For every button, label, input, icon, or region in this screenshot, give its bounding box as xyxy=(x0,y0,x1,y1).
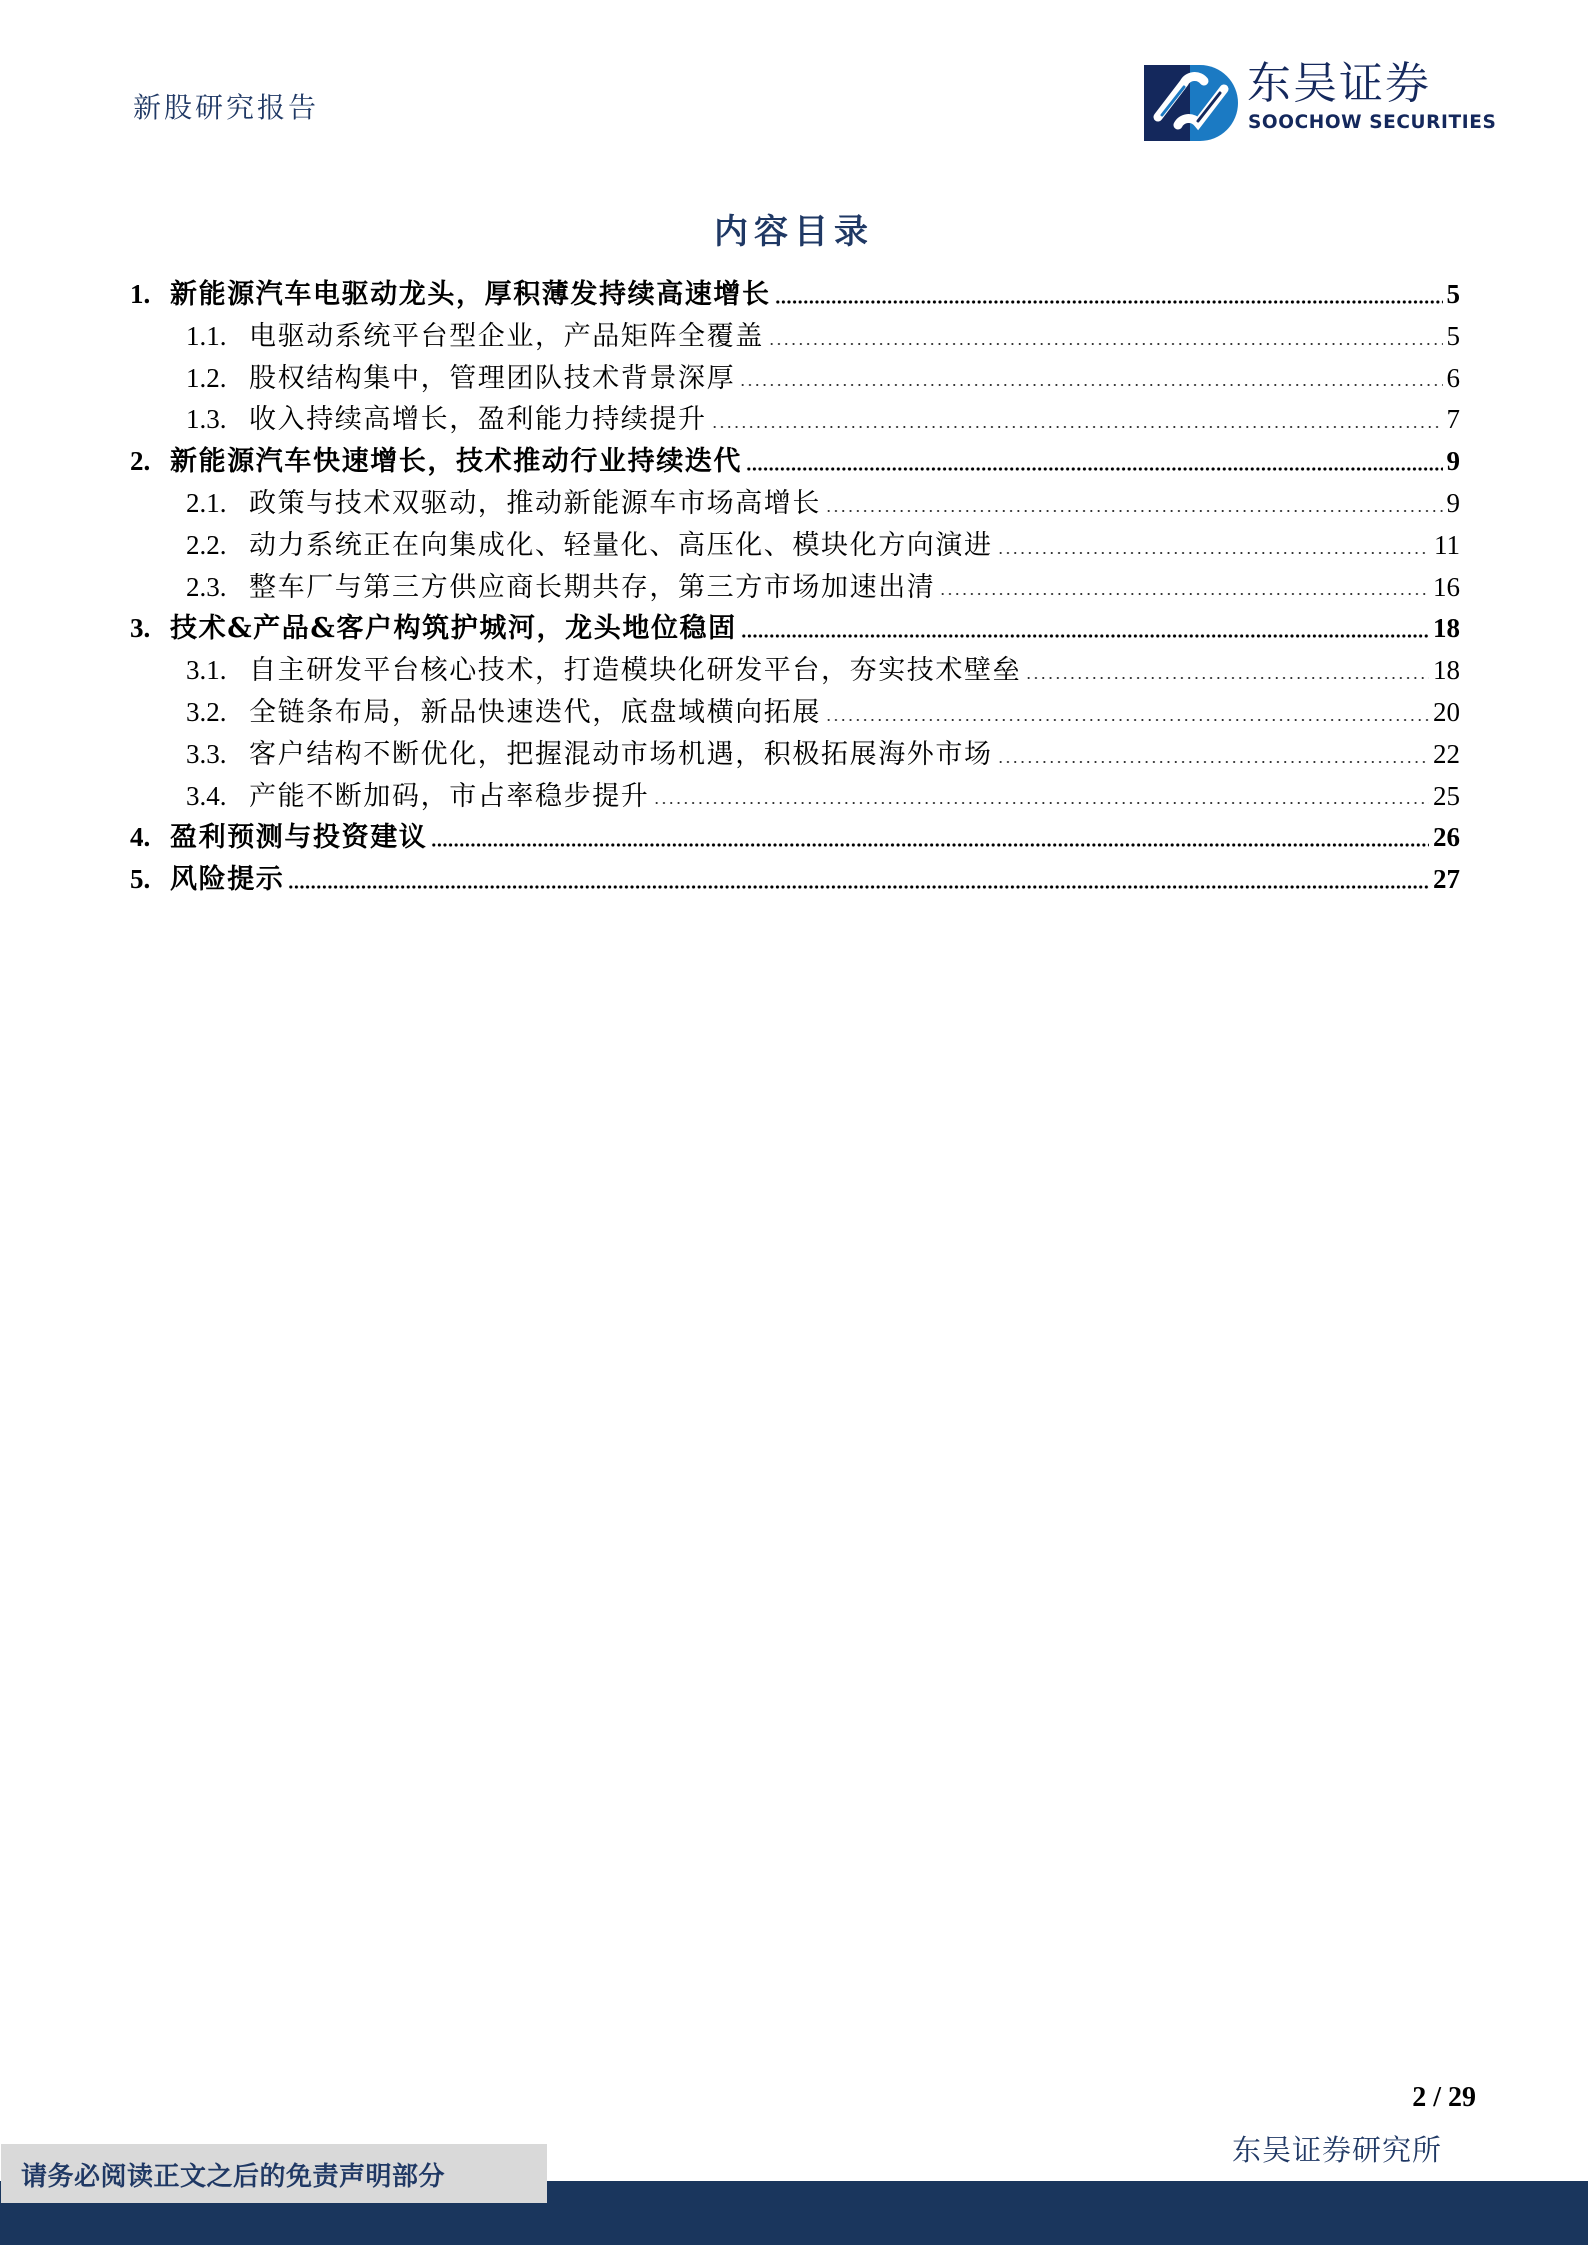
toc-entry-number: 1. xyxy=(130,279,151,309)
dot-leader xyxy=(711,425,1443,429)
toc-title: 内容目录 xyxy=(714,212,874,252)
toc-entry-title: 电驱动系统平台型企业，产品矩阵全覆盖 xyxy=(249,320,764,352)
toc-entry-title: 客户结构不断优化，把握混动市场机遇，积极拓展海外市场 xyxy=(249,738,993,770)
toc-entry-page: 5 xyxy=(1446,279,1460,309)
toc-entry-title: 全链条布局，新品快速迭代，底盘域横向拓展 xyxy=(249,696,821,728)
toc-entry-number: 2.1. xyxy=(186,487,227,518)
toc-entry-number: 2.3. xyxy=(186,571,227,602)
logo-name-cn: 东吴证券 xyxy=(1247,58,1431,109)
dot-leader xyxy=(741,634,1429,638)
toc-entry-number: 3. xyxy=(130,613,151,644)
toc-entry[interactable] xyxy=(130,274,1460,316)
soochow-logo-icon xyxy=(1144,65,1238,141)
toc-entry-title: 新能源汽车快速增长，技术推动行业持续迭代 xyxy=(170,446,742,478)
toc-entry-title: 盈利预测与投资建议 xyxy=(170,822,428,854)
toc-entry[interactable] xyxy=(130,776,1460,818)
toc-entry[interactable] xyxy=(130,650,1460,692)
toc-entry-title: 风险提示 xyxy=(170,864,285,896)
dot-leader xyxy=(431,843,1429,847)
toc-entry[interactable] xyxy=(130,399,1460,441)
toc-entry-page: 6 xyxy=(1446,362,1460,393)
dot-leader xyxy=(939,592,1429,596)
toc-entry[interactable] xyxy=(130,692,1460,734)
toc-entry[interactable] xyxy=(130,817,1460,859)
toc-entry[interactable] xyxy=(130,441,1460,483)
toc-entry-number: 3.2. xyxy=(186,696,227,727)
toc-entry-page: 7 xyxy=(1446,404,1460,435)
toc-entry-page: 5 xyxy=(1446,320,1460,351)
disclaimer-notice xyxy=(1,2144,547,2203)
toc-entry-number: 2. xyxy=(130,446,151,477)
toc-entry-title: 政策与技术双驱动，推动新能源车市场高增长 xyxy=(249,487,821,519)
toc-entry-page: 9 xyxy=(1446,446,1460,477)
toc-entry-number: 1.3. xyxy=(186,404,227,435)
dot-leader xyxy=(825,718,1429,722)
toc-entry-title: 整车厂与第三方供应商长期共存，第三方市场加速出清 xyxy=(249,571,936,603)
toc-entry-page: 18 xyxy=(1433,613,1460,644)
logo-name-en: SOOCHOW SECURITIES xyxy=(1248,112,1497,133)
toc-entry[interactable] xyxy=(130,608,1460,650)
footer-institute-name: 东吴证券研究所 xyxy=(1232,2133,1443,2167)
report-type-label: 新股研究报告 xyxy=(133,91,320,124)
toc-entry-title: 产能不断加码，市占率稳步提升 xyxy=(249,780,650,812)
page-number: 2 / 29 xyxy=(1412,2082,1476,2113)
disclaimer-text: 请务必阅读正文之后的免责声明部分 xyxy=(21,2162,446,2192)
toc-entry-number: 4. xyxy=(130,822,151,853)
toc-entry[interactable] xyxy=(130,316,1460,358)
toc-entry-number: 1.1. xyxy=(186,320,227,351)
dot-leader xyxy=(288,885,1429,889)
toc-entry[interactable] xyxy=(130,734,1460,776)
toc-entry-number: 3.1. xyxy=(186,655,227,686)
toc-entry-page: 18 xyxy=(1433,655,1460,686)
toc-entry-number: 3.4. xyxy=(186,780,227,811)
toc-entry-number: 1.2. xyxy=(186,362,227,393)
toc-entry-page: 20 xyxy=(1433,696,1460,727)
dot-leader xyxy=(768,342,1443,346)
toc-entry[interactable] xyxy=(130,358,1460,400)
dot-leader xyxy=(653,801,1429,805)
toc-entry-page: 22 xyxy=(1433,738,1460,769)
toc-entry-number: 5. xyxy=(130,864,151,895)
toc-entry[interactable] xyxy=(130,483,1460,525)
toc-entry-title: 股权结构集中，管理团队技术背景深厚 xyxy=(249,362,736,394)
toc-entry-title: 收入持续高增长，盈利能力持续提升 xyxy=(249,404,707,436)
toc-entry-page: 9 xyxy=(1446,487,1460,518)
toc-entry[interactable] xyxy=(130,567,1460,609)
dot-leader xyxy=(739,383,1442,387)
toc-entry-number: 3.3. xyxy=(186,738,227,769)
soochow-securities-logo xyxy=(1144,58,1497,142)
toc-entry-page: 27 xyxy=(1433,864,1460,895)
dot-leader xyxy=(997,551,1430,555)
dot-leader xyxy=(997,760,1429,764)
dot-leader xyxy=(746,467,1443,471)
toc-entry-page: 11 xyxy=(1434,529,1460,560)
toc-entry-page: 25 xyxy=(1433,780,1460,811)
toc-entry[interactable] xyxy=(130,525,1460,567)
toc-entry-number: 2.2. xyxy=(186,529,227,560)
toc-entry-page: 26 xyxy=(1433,822,1460,853)
dot-leader xyxy=(825,509,1443,513)
dot-leader xyxy=(1025,676,1429,680)
toc-entry-page: 16 xyxy=(1433,571,1460,602)
dot-leader xyxy=(775,300,1443,304)
toc-entry-title: 技术&产品&客户构筑护城河，龙头地位稳固 xyxy=(170,613,737,645)
table-of-contents xyxy=(130,274,1460,901)
toc-entry-title: 自主研发平台核心技术，打造模块化研发平台，夯实技术壁垒 xyxy=(249,655,1022,687)
toc-entry[interactable] xyxy=(130,859,1460,901)
toc-entry-title: 新能源汽车电驱动龙头，厚积薄发持续高速增长 xyxy=(170,279,771,310)
toc-entry-title: 动力系统正在向集成化、轻量化、高压化、模块化方向演进 xyxy=(249,529,993,561)
